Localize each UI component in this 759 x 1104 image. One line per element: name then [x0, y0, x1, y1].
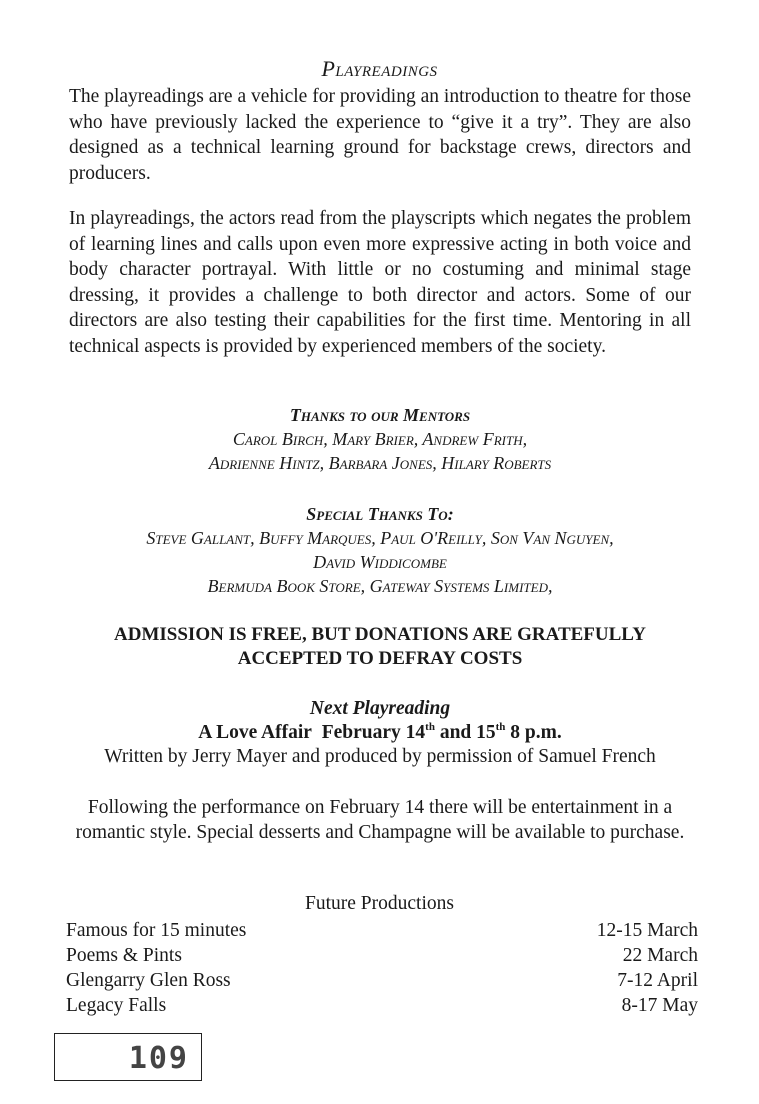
list-item: [66, 968, 698, 993]
production-date: 22 March: [622, 945, 698, 966]
next-show-credit: Written by Jerry Mayer and produced by permission of Samuel French: [104, 746, 656, 767]
production-date: 7-12 April: [617, 970, 698, 991]
page-number: 109: [128, 1041, 189, 1076]
mentors-heading: Thanks to our Mentors: [289, 405, 471, 425]
special-thanks-section: [40, 502, 720, 598]
page-number-box: [54, 1033, 202, 1081]
production-name: Poems & Pints: [66, 945, 182, 966]
admission-line: ADMISSION IS FREE, BUT DONATIONS ARE GRATEFULLY: [114, 624, 646, 645]
production-name: Legacy Falls: [66, 995, 167, 1016]
mentors-section: [40, 403, 720, 475]
list-item: [66, 993, 698, 1018]
production-name: Famous for 15 minutes: [66, 920, 247, 941]
production-name: Glengarry Glen Ross: [66, 970, 231, 991]
production-date: 12-15 March: [596, 920, 698, 941]
next-playreading-label: Next Playreading: [309, 698, 451, 719]
production-date: 8-17 May: [621, 995, 698, 1016]
next-show-title: A Love Affair: [198, 722, 312, 743]
special-thanks-heading: Special Thanks To:: [306, 504, 454, 524]
special-thanks-line: Bermuda Book Store, Gateway Systems Limited,: [207, 576, 553, 596]
next-show-date: February 14th and 15th 8 p.m.: [321, 721, 562, 743]
intro-paragraph: The playreadings are a vehicle for providing an introduction to theatre for those who have previously lacked the experience to “give it a try”. They are also designed as a technical learning ground for backstage crews, directors and producers.: [69, 86, 691, 184]
special-thanks-line: David Widdicombe: [313, 552, 447, 572]
page-title: Playreadings: [321, 56, 438, 81]
following-paragraph: Following the performance on February 14 there will be entertainment in a romantic style. Special desserts and Champagne will be available to purchase.: [75, 797, 685, 843]
list-item: [66, 918, 698, 943]
future-productions-heading: Future Productions: [305, 893, 454, 914]
mentors-line: Carol Birch, Mary Brier, Andrew Frith,: [232, 429, 528, 449]
playreadings-paragraph: In playreadings, the actors read from the playscripts which negates the problem of learning lines and calls upon even more expressive acting in both voice and body character portrayal. With little or no costuming and minimal stage dressing, it provides a challenge to both director and actors. Some of our directors are also testing their capabilities for the first time. Mentoring in all technical aspects is provided by experienced members of the society.: [69, 208, 691, 357]
special-thanks-line: Steve Gallant, Buffy Marques, Paul O'Reilly, Son Van Nguyen,: [146, 528, 614, 548]
admission-line: ACCEPTED TO DEFRAY COSTS: [237, 648, 523, 669]
next-show-line: [40, 721, 720, 745]
admission-notice: [40, 623, 720, 671]
next-playreading-section: [40, 697, 720, 769]
mentors-line: Adrienne Hintz, Barbara Jones, Hilary Roberts: [208, 453, 552, 473]
future-productions-list: [66, 918, 698, 1018]
list-item: [66, 943, 698, 968]
